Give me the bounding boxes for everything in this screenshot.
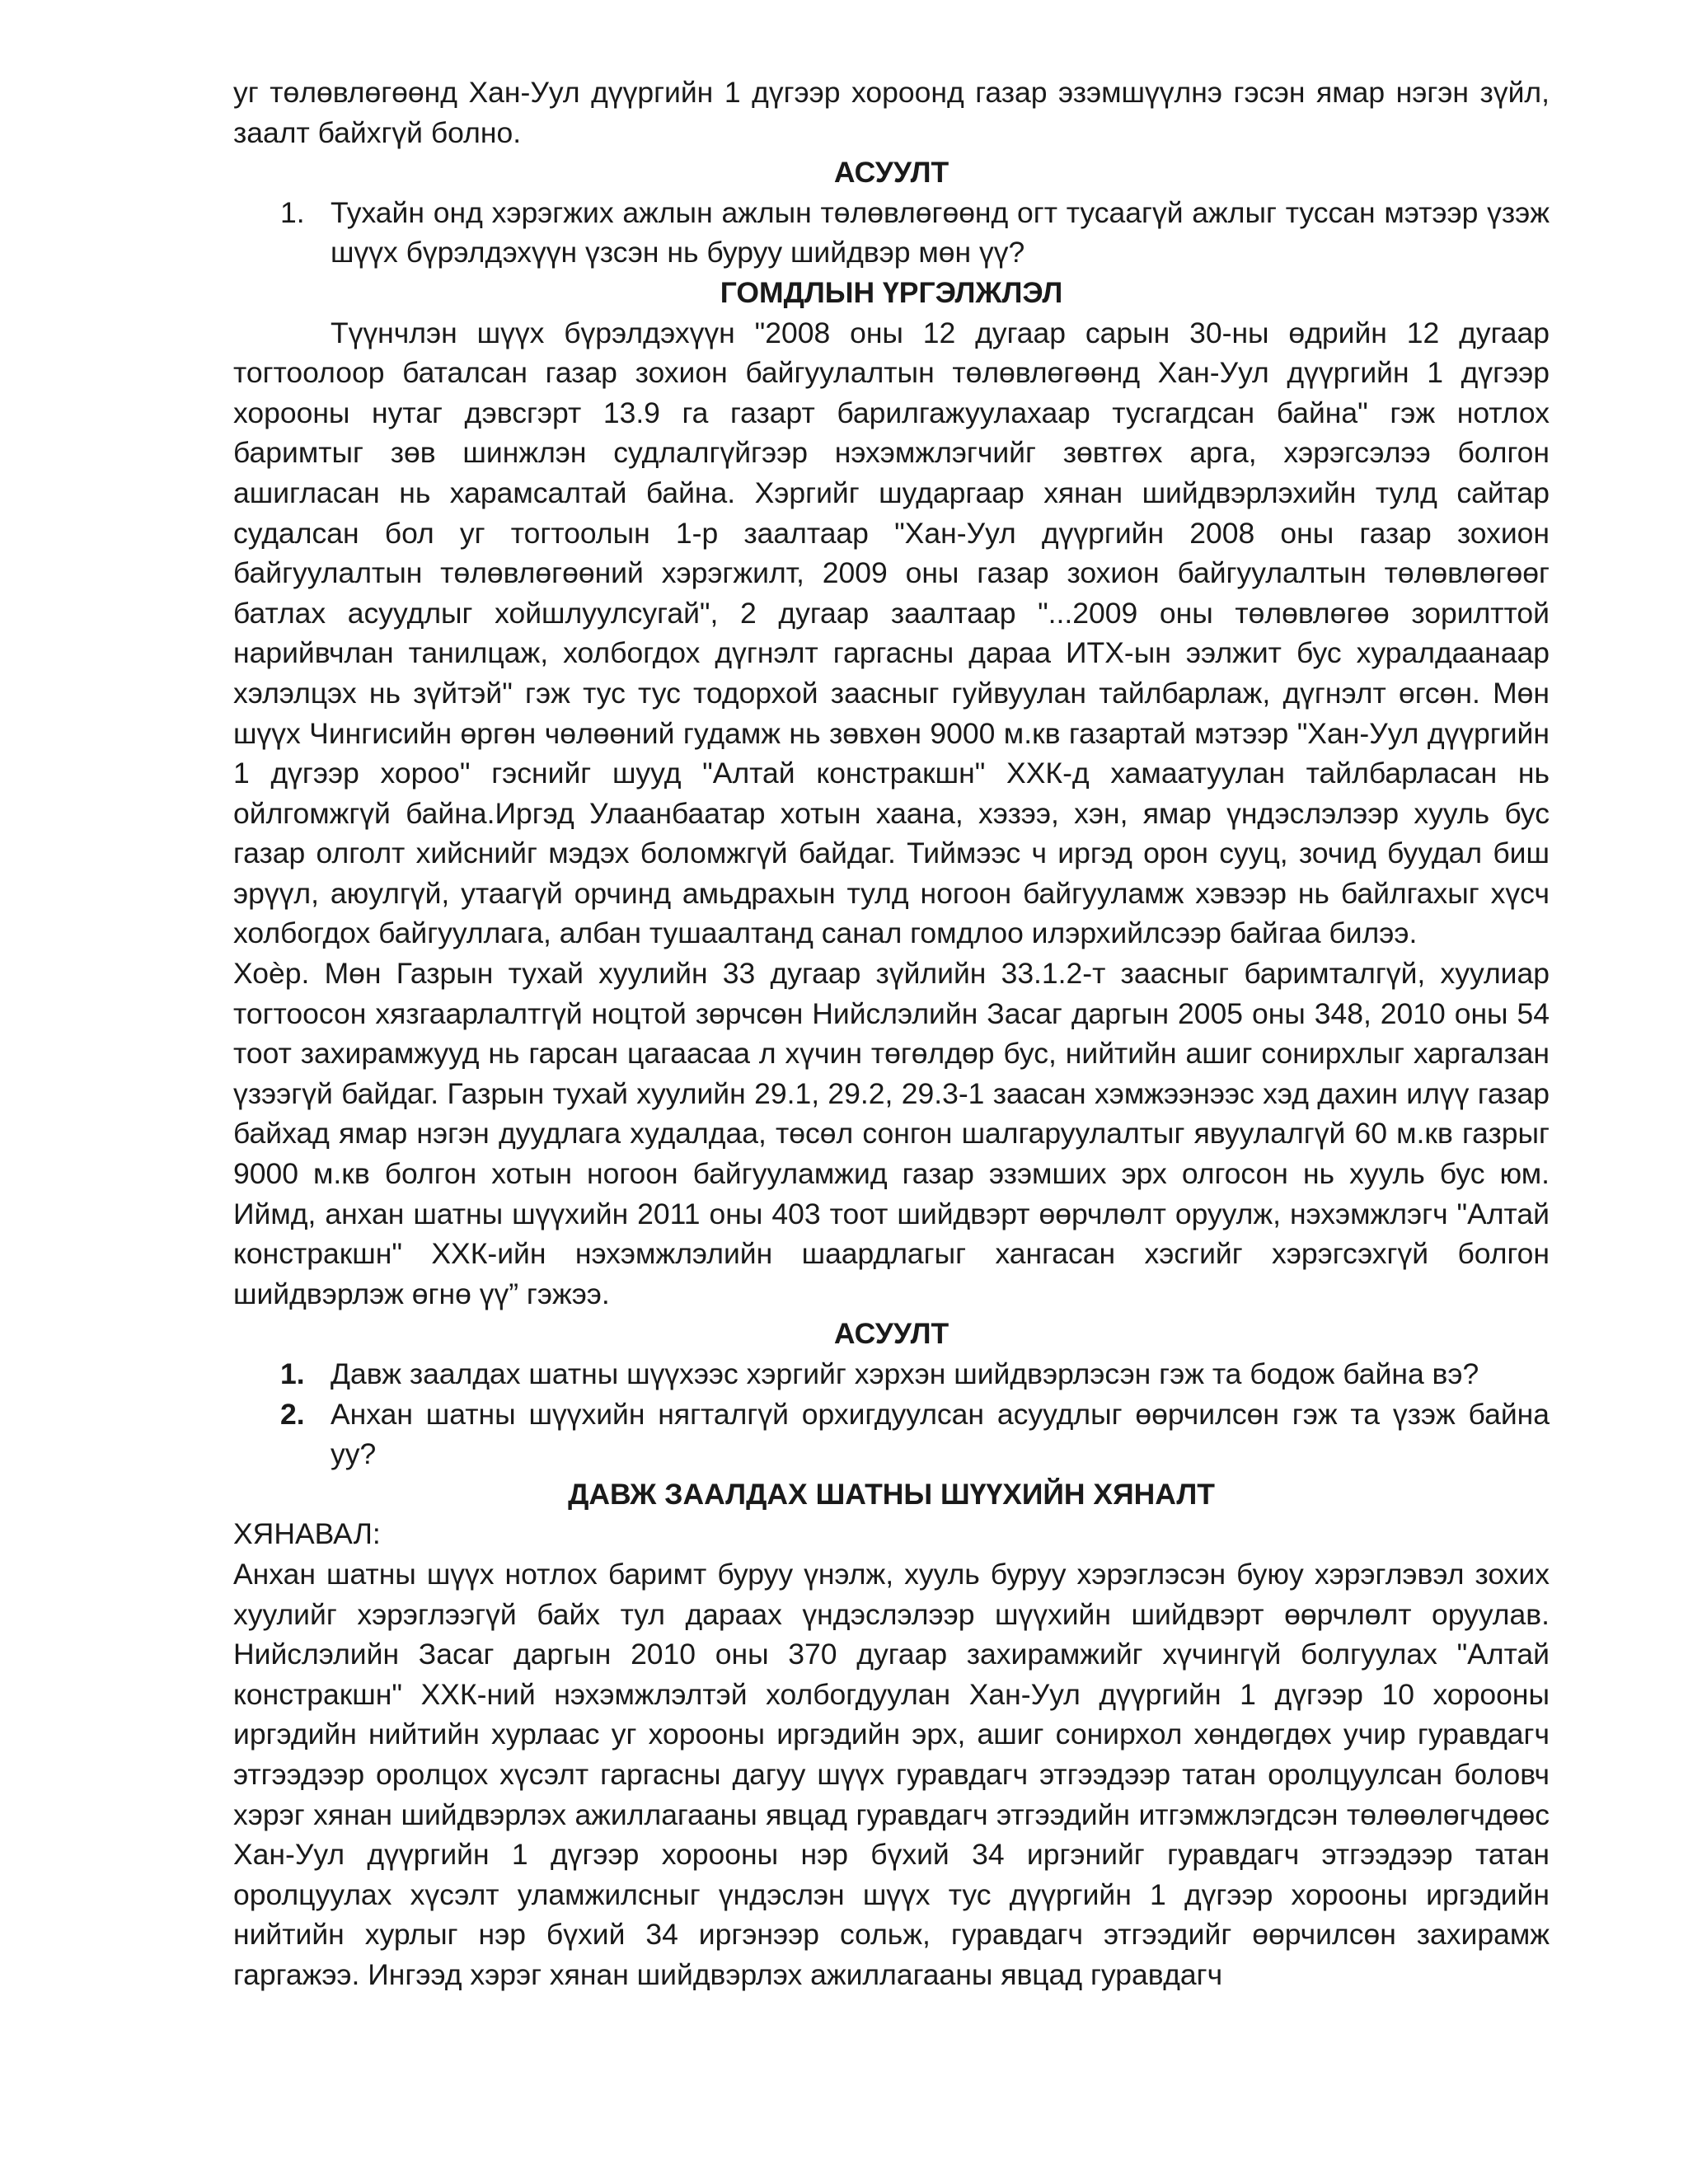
question-heading-1: АСУУЛТ <box>833 156 950 190</box>
complaint-heading: ГОМДЛЫН ҮРГЭЛЖЛЭЛ <box>720 275 1063 309</box>
question-list-1 <box>233 193 1550 273</box>
document-page <box>233 73 1550 1995</box>
question-number: 1. <box>280 195 305 229</box>
complaint-paragraph-2: Хоѐр. Мөн Газрын тухай хуулийн 33 дугаар зүйлийн 33.1.2-т заасныг баримталгүй, хуулиар тогтоосон хязгаарлалтгүй ноцтой зөрчсөн Нийслэлийн Засаг даргын 2005 оны 348, 2010 оны 54 тоот захирамжууд нь гарсан цагаасаа л хүчин төгөлдөр бус, нийтийн ашиг сонирхлыг харгалзан үзээгүй байдаг. Газрын тухай хуулийн 29.1, 29.2, 29.3-1 заасан хэмжээнээс хэд дахин илүү газар байхад ямар нэгэн дуудлага худалдаа, төсөл сонгон шалгаруулалтыг явуулалгүй 60 м.кв газрыг 9000 м.кв болгон хотын ногоон байгууламжид газар эзэмших эрх олгосон нь хууль бус юм. Иймд, анхан шатны шүүхийн 2011 оны 403 тоот шийдвэрт өөрчлөлт оруулж, нэхэмжлэгч "Алтай констракшн" ХХК-ийн нэхэмжлэлийн шаардлагыг хангасан хэсгийг хэрэгсэхгүй болгон шийдвэрлэж өгнө үү” гэжээ. <box>233 957 1550 1310</box>
question-text: Тухайн онд хэрэгжих ажлын ажлын төлөвлөгөөнд огт тусаагүй ажлыг туссан мэтээр үзэж шүүх бүрэлдэхүүн үзсэн нь буруу шийдвэр мөн үү? <box>331 195 1550 269</box>
question-list-2 <box>233 1354 1550 1474</box>
question-item <box>233 1354 1550 1394</box>
question-text: Анхан шатны шүүхийн нягталгүй орхигдуулсан асуудлыг өөрчилсөн гэж та үзэж байна уу? <box>331 1397 1550 1471</box>
question-text: Давж заалдах шатны шүүхээс хэргийг хэрхэн шийдвэрлэсэн гэж та бодож байна вэ? <box>331 1357 1479 1390</box>
review-paragraph: Анхан шатны шүүх нотлох баримт буруу үнэлж, хууль буруу хэрэглэсэн буюу хэрэглэвэл зохих хуулийг хэрэглээгүй байх тул дараах үндэслэлээр шүүхийн шийдвэрт өөрчлөлт оруулав. Нийслэлийн Засаг даргын 2010 оны 370 дугаар захирамжийг хүчингүй болгуулах "Алтай констракшн" ХХК-ний нэхэмжлэлтэй холбогдуулан Хан-Уул дүүргийн 1 дүгээр 10 хорооны иргэдийн нийтийн хурлаас уг хорооны иргэдийн эрх, ашиг сонирхол хөндөгдөх учир гуравдагч этгээдээр оролцох хүсэлт гаргасны дагуу шүүх гуравдагч этгээдээр татан оролцуулсан боловч хэрэг хянан шийдвэрлэх ажиллагааны явцад гуравдагч этгээдийн итгэмжлэгдсэн төлөөлөгчдөөс Хан-Уул дүүргийн 1 дүгээр хорооны нэр бүхий 34 иргэнийг гуравдагч этгээдээр татан оролцуулах хүсэлт уламжилсныг үндэслэн шүүх тус дүүргийн 1 дүгээр хорооны иргэдийн нийтийн хурлыг нэр бүхий 34 иргэнээр сольж, гуравдагч этгээдийг өөрчилсөн захирамж гаргажээ. Ингээд хэрэг хянан шийдвэрлэх ажиллагааны явцад гуравдагч <box>233 1557 1550 1991</box>
question-heading-2: АСУУЛТ <box>833 1317 950 1351</box>
intro-paragraph: уг төлөвлөгөөнд Хан-Уул дүүргийн 1 дүгээр хороонд газар эзэмшүүлнэ гэсэн ямар нэгэн зүйл, заалт байхгүй болно. <box>233 76 1550 149</box>
question-item <box>233 1394 1550 1474</box>
review-heading: ДАВЖ ЗААЛДАХ ШАТНЫ ШҮҮХИЙН ХЯНАЛТ <box>568 1477 1215 1511</box>
review-label: ХЯНАВАЛ: <box>233 1517 381 1551</box>
complaint-paragraph-1: Түүнчлэн шүүх бүрэлдэхүүн "2008 оны 12 дугаар сарын 30-ны өдрийн 12 дугаар тогтоолоор баталсан газар зохион байгуулалтын төлөвлөгөөнд Хан-Уул дүүргийн 1 дүгээр хорооны нутаг дэвсгэрт 13.9 га газарт барилгажуулахаар тусгагдсан байна" гэж нотлох баримтыг зөв шинжлэн судлалгүйгээр нэхэмжлэгчийг зөвтгөх арга, хэрэгсэлээ болгон ашигласан нь харамсалтай байна. Хэргийг шударгаар хянан шийдвэрлэхийн тулд сайтар судалсан бол уг тогтоолын 1-р заалтаар "Хан-Уул дүүргийн 2008 оны газар зохион байгуулалтын төлөвлөгөөний хэрэгжилт, 2009 оны газар зохион байгуулалтын төлөвлөгөөг батлах асуудлыг хойшлуулсугай", 2 дугаар заалтаар "...2009 оны төлөвлөгөө зорилттой нарийвчлан танилцаж, холбогдох дүгнэлт гаргасны дараа ИТХ-ын ээлжит бус хуралдаанаар хэлэлцэх нь зүйтэй" гэж тус тус тодорхой заасныг гуйвуулан тайлбарлаж, дүгнэлт өгсөн. Мөн шүүх Чингисийн өргөн чөлөөний гудамж нь зөвхөн 9000 м.кв газартай мэтээр "Хан-Уул дүүргийн 1 дүгээр хороо" гэснийг шууд "Алтай констракшн" ХХК-д хамаатуулан тайлбарласан нь ойлгомжгүй байна.Иргэд Улаанбаатар хотын хаана, хэзээ, хэн, ямар үндэслэлээр хууль бус газар олголт хийснийг мэдэх боломжгүй байдаг. Тиймээс ч иргэд орон сууц, зочид буудал биш эрүүл, аюулгүй, утаагүй орчинд амьдрахын тулд ногоон байгууламж хэвээр нь байлгахыг хүсч холбогдох байгууллага, албан тушаалтанд санал гомдлоо илэрхийлсээр байгаа билээ. <box>233 316 1550 950</box>
question-number: 1. <box>280 1357 305 1390</box>
question-number: 2. <box>280 1397 305 1431</box>
question-item <box>233 193 1550 273</box>
